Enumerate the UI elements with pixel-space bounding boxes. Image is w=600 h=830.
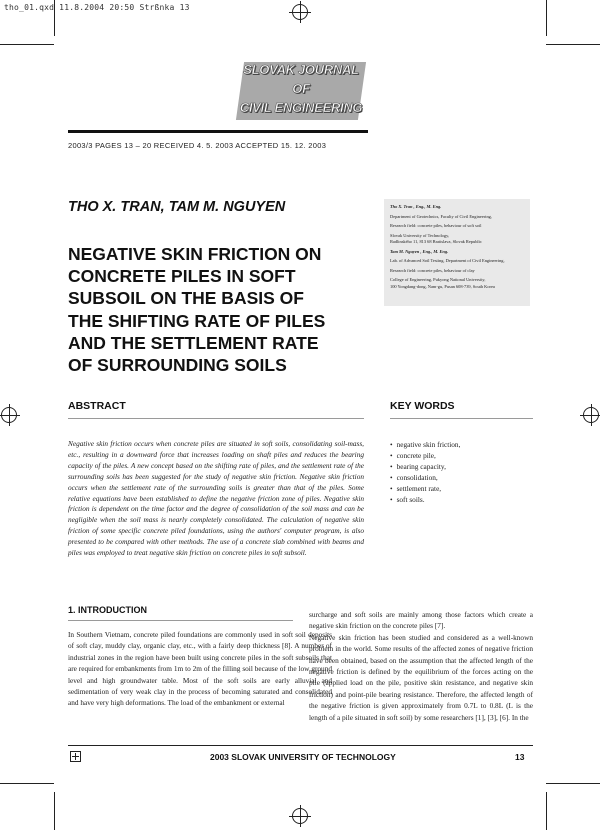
author-2-research-field: Research field: concrete piles, behaviour of clay [390, 267, 475, 273]
title-line: AND THE SETTLEMENT RATE [68, 332, 319, 353]
author-2-department: Lab. of Advanced Soil Testing, Department of Civil Engineering, [390, 258, 505, 264]
title-line: SUBSOIL ON THE BASIS OF [68, 288, 304, 309]
abstract-heading: ABSTRACT [68, 400, 126, 412]
footer-rule [68, 745, 533, 746]
registration-mark-top [292, 4, 308, 20]
keyword-item: • negative skin friction, [390, 440, 460, 451]
registration-mark-bottom [292, 808, 308, 824]
journal-logo-line-2: OF [292, 81, 310, 96]
keyword-item: • concrete pile, [390, 451, 460, 462]
abstract-divider [68, 418, 364, 419]
keywords-divider [390, 418, 533, 419]
header-rule [68, 130, 368, 133]
keyword-item: • bearing capacity, [390, 462, 460, 473]
author-2-name: Tam M. Nguyen , Eng., M. Eng. [390, 248, 449, 254]
print-slug: tho_01.qxd 11.8.2004 20:50 Strßnka 13 [4, 3, 190, 12]
article-title [68, 243, 368, 376]
introduction-paragraph: In Southern Vietnam, concrete piled foundations are commonly used in soft soil deposits of soft clay, muddy clay, organic clay, etc., with a fairly deep thickness [8]. A number of industrial zones in the region have been built using concrete piles in the soft subsoils that are required for embankments from 1m to 2m of the filling soil because of the low ground level and high groundwater table. Most of the soft soils are early alluvial and sedimentation of very weak clay in the process of becoming saturated and consolidated and have very high deformations. The load of the embankment or external [68, 630, 332, 708]
author-1-address: Radlinského 11, 813 68 Bratislava, Slovak Republic [390, 238, 482, 244]
keywords-heading: KEY WORDS [390, 400, 455, 412]
publication-meta: 2003/3 PAGES 13 – 20 RECEIVED 4. 5. 2003 ACCEPTED 15. 12. 2003 [68, 141, 327, 150]
title-line: NEGATIVE SKIN FRICTION ON [68, 244, 322, 264]
author-1-department: Department of Geotechnics, Faculty of Civil Engineering, [390, 213, 492, 219]
author-1-research-field: Research field: concrete piles, behaviour of soft soil [390, 223, 482, 229]
journal-logo-line-3: CIVIL ENGINEERING [239, 100, 363, 115]
footer-text: 2003 SLOVAK UNIVERSITY OF TECHNOLOGY [210, 752, 396, 762]
title-line: THE SHIFTING RATE OF PILES [68, 310, 326, 331]
university-logo-icon [70, 751, 81, 762]
abstract-text: Negative skin friction occurs when concrete piles are situated in soft soils, consolidating soil-mass, etc., resulting in a downward force that increases loading on shaft piles and reduces the bearing capacity of the piles. A new concept based on the shifting rate of piles, and the settlement rate of the surrounding soils has been suggested for the study of negative skin friction. Negative skin friction occurs when the settlement rate of the surrounding soils is greater than that of the piles. Some relative equations have been established to define the negative friction zone of piles. Negative skin friction is dependent on the time factor and the degree of consolidation of the soil mass and can be negligible when the soil mass is nearly completely consolidated. The calculation of negative skin friction of some specific concrete piled foundations, using the authors' computer program, is also presented to be compared with other methods. The use of a concrete slab combined with beams and piles was employed to treat negative skin friction on concrete piles in soft subsoil. [68, 439, 364, 558]
keyword-item: • consolidation, [390, 473, 460, 484]
introduction-paragraph: surcharge and soft soils are mainly among those factors which create a negative skin friction on the concrete piles [7]. [309, 610, 533, 631]
introduction-right-column [309, 609, 533, 723]
author-2-university: College of Engineering, Pukyong National University, [390, 277, 486, 283]
author-2-address: 100 Yongdang-dong, Nam-gu, Pusan 608-739, South Korea [390, 283, 495, 289]
introduction-heading: 1. INTRODUCTION [68, 605, 148, 615]
author-info-box [384, 199, 530, 306]
introduction-paragraph: Negative skin friction has been studied and considered as a well-known problem in the world. Some results of the affected zones of negative friction have been obtained, based on the assumption that the affected length of the negative friction is defined by the equilibrium of the forces acting on the pile (applied load on the pile, positive skin resistance, and negative skin friction) and point-pile bearing resistance. Therefore, the affected length of the negative friction is given approximately from 0.7L to 0.8L (L is the length of a pile situated in soft soil) by some researchers [1], [3], [6]. In the [309, 632, 533, 722]
introduction-left-column [68, 629, 332, 709]
keyword-item: • soft soils. [390, 495, 460, 506]
article-authors: THO X. TRAN, TAM M. NGUYEN [68, 199, 286, 215]
journal-logo [226, 60, 376, 124]
keyword-item: • settlement rate, [390, 484, 460, 495]
author-1-university: Slovak University of Technology, [390, 232, 450, 238]
keywords-list [390, 440, 460, 505]
introduction-divider [68, 620, 293, 621]
author-1-name: Tho X. Tran , Eng., M. Eng. [390, 204, 442, 209]
registration-mark-right [583, 407, 599, 423]
journal-logo-line-1: SLOVAK JOURNAL [243, 62, 359, 77]
title-line: OF SURROUNDING SOILS [68, 355, 287, 376]
registration-mark-left [1, 407, 17, 423]
page-number: 13 [515, 752, 525, 762]
title-line: CONCRETE PILES IN SOFT [68, 266, 296, 287]
